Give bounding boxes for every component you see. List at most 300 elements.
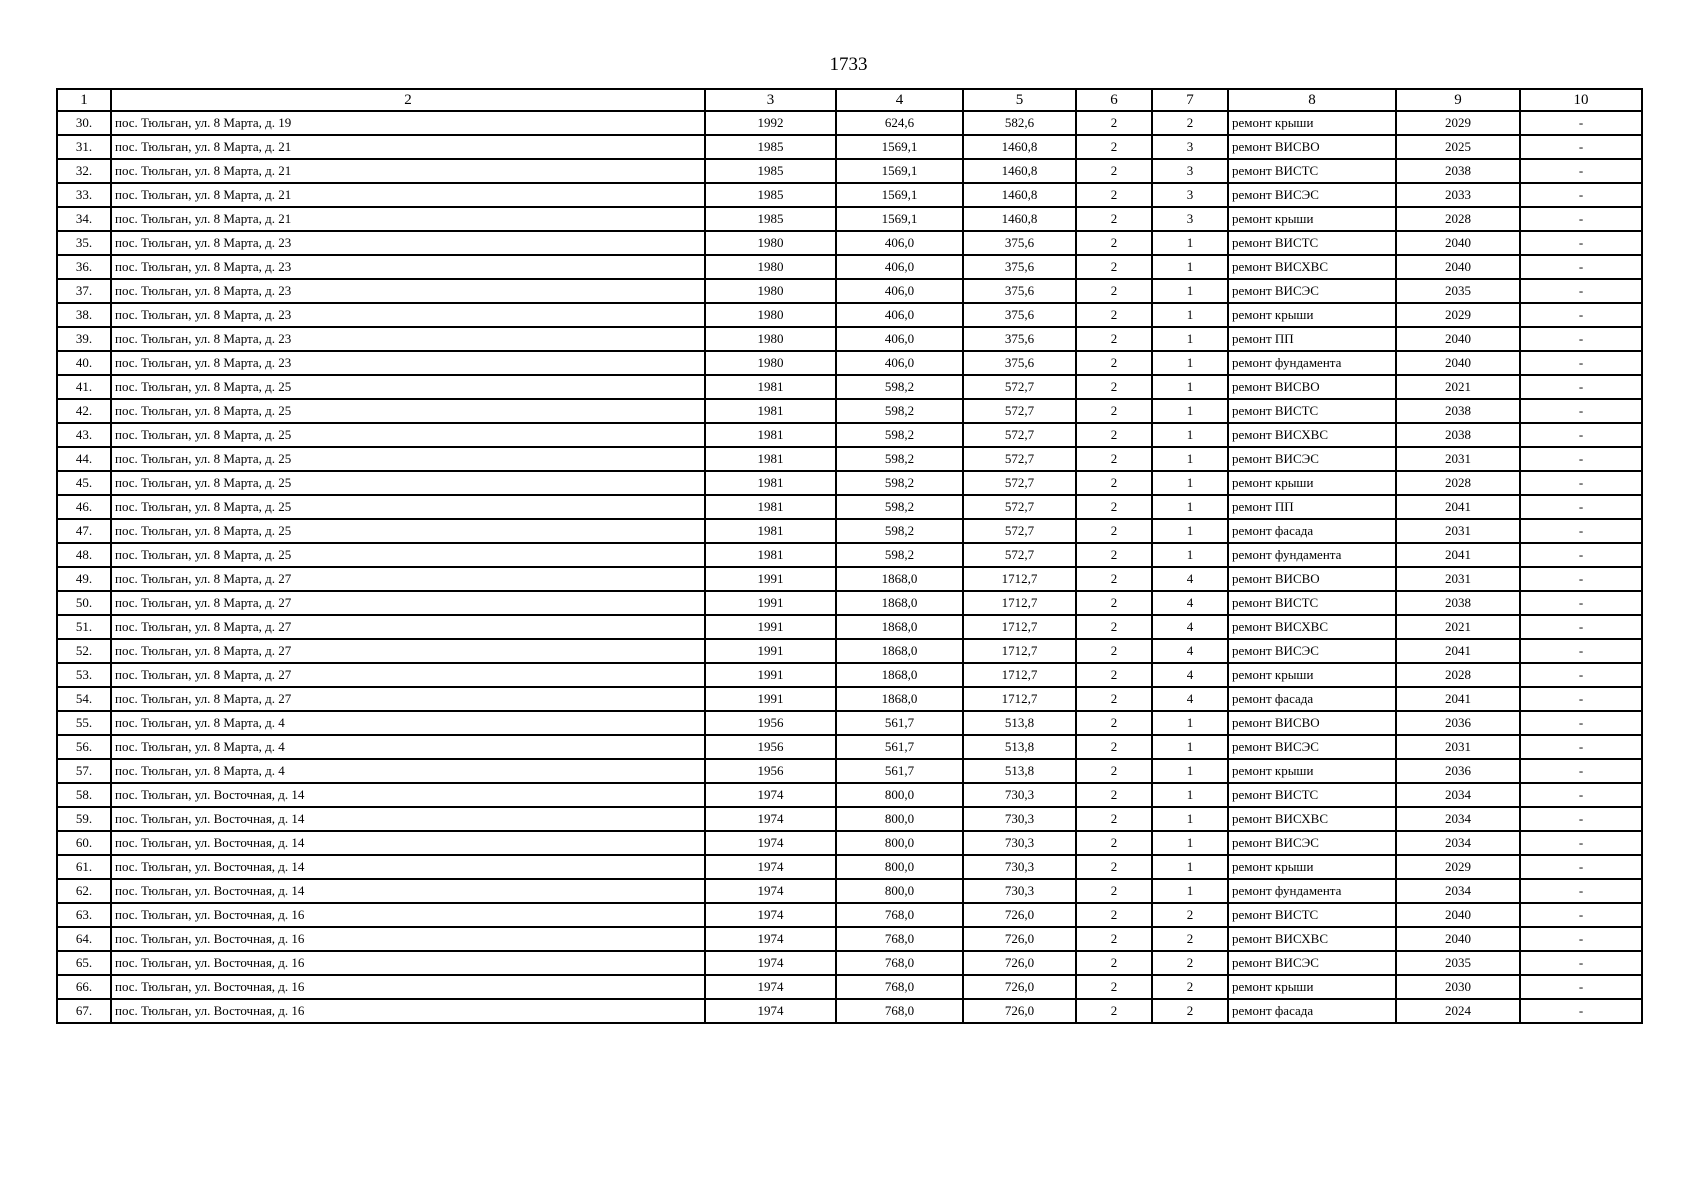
living-area: 1460,8 (963, 207, 1076, 231)
col-10-value: - (1520, 711, 1642, 735)
plan-year: 2041 (1396, 495, 1520, 519)
floors: 2 (1076, 543, 1152, 567)
row-number: 53. (57, 663, 111, 687)
row-number: 36. (57, 255, 111, 279)
column-header: 7 (1152, 89, 1228, 111)
col-10-value: - (1520, 159, 1642, 183)
build-year: 1974 (705, 831, 836, 855)
work-type: ремонт ВИСВО (1228, 567, 1396, 591)
total-area: 406,0 (836, 255, 963, 279)
row-number: 61. (57, 855, 111, 879)
work-type: ремонт ВИСХВС (1228, 423, 1396, 447)
total-area: 598,2 (836, 399, 963, 423)
work-type: ремонт ВИСЭС (1228, 735, 1396, 759)
address: пос. Тюльган, ул. 8 Марта, д. 25 (111, 471, 705, 495)
col-10-value: - (1520, 951, 1642, 975)
address: пос. Тюльган, ул. 8 Марта, д. 27 (111, 567, 705, 591)
floors: 2 (1076, 591, 1152, 615)
living-area: 375,6 (963, 303, 1076, 327)
floors: 2 (1076, 231, 1152, 255)
living-area: 726,0 (963, 951, 1076, 975)
floors: 2 (1076, 399, 1152, 423)
floors: 2 (1076, 783, 1152, 807)
table-row (57, 687, 1642, 711)
work-type: ремонт ВИСЭС (1228, 951, 1396, 975)
entrances: 1 (1152, 855, 1228, 879)
table-row (57, 975, 1642, 999)
entrances: 1 (1152, 423, 1228, 447)
row-number: 50. (57, 591, 111, 615)
floors: 2 (1076, 999, 1152, 1023)
col-10-value: - (1520, 783, 1642, 807)
col-10-value: - (1520, 567, 1642, 591)
living-area: 1712,7 (963, 591, 1076, 615)
table-row (57, 111, 1642, 135)
table-row (57, 231, 1642, 255)
build-year: 1981 (705, 375, 836, 399)
col-10-value: - (1520, 375, 1642, 399)
floors: 2 (1076, 255, 1152, 279)
plan-year: 2036 (1396, 711, 1520, 735)
plan-year: 2029 (1396, 303, 1520, 327)
table-row (57, 303, 1642, 327)
table-row (57, 639, 1642, 663)
address: пос. Тюльган, ул. 8 Марта, д. 25 (111, 519, 705, 543)
plan-year: 2030 (1396, 975, 1520, 999)
plan-year: 2034 (1396, 783, 1520, 807)
entrances: 1 (1152, 303, 1228, 327)
total-area: 1868,0 (836, 615, 963, 639)
living-area: 582,6 (963, 111, 1076, 135)
table-row (57, 567, 1642, 591)
row-number: 59. (57, 807, 111, 831)
row-number: 65. (57, 951, 111, 975)
table-row (57, 663, 1642, 687)
entrances: 1 (1152, 495, 1228, 519)
row-number: 55. (57, 711, 111, 735)
living-area: 572,7 (963, 543, 1076, 567)
total-area: 800,0 (836, 879, 963, 903)
total-area: 1868,0 (836, 663, 963, 687)
col-10-value: - (1520, 303, 1642, 327)
floors: 2 (1076, 807, 1152, 831)
living-area: 730,3 (963, 855, 1076, 879)
entrances: 4 (1152, 639, 1228, 663)
build-year: 1974 (705, 855, 836, 879)
address: пос. Тюльган, ул. 8 Марта, д. 27 (111, 591, 705, 615)
entrances: 2 (1152, 999, 1228, 1023)
work-type: ремонт ВИСХВС (1228, 807, 1396, 831)
table-row (57, 471, 1642, 495)
total-area: 1569,1 (836, 207, 963, 231)
work-type: ремонт ВИСХВС (1228, 255, 1396, 279)
table-row (57, 159, 1642, 183)
page-number: 1733 (829, 54, 868, 75)
table-row (57, 543, 1642, 567)
total-area: 1868,0 (836, 687, 963, 711)
col-10-value: - (1520, 231, 1642, 255)
living-area: 375,6 (963, 279, 1076, 303)
build-year: 1991 (705, 687, 836, 711)
col-10-value: - (1520, 495, 1642, 519)
build-year: 1985 (705, 159, 836, 183)
row-number: 39. (57, 327, 111, 351)
build-year: 1991 (705, 663, 836, 687)
total-area: 561,7 (836, 735, 963, 759)
entrances: 1 (1152, 399, 1228, 423)
living-area: 1712,7 (963, 639, 1076, 663)
row-number: 41. (57, 375, 111, 399)
col-10-value: - (1520, 207, 1642, 231)
col-10-value: - (1520, 519, 1642, 543)
plan-year: 2031 (1396, 519, 1520, 543)
col-10-value: - (1520, 327, 1642, 351)
living-area: 572,7 (963, 471, 1076, 495)
address: пос. Тюльган, ул. 8 Марта, д. 23 (111, 351, 705, 375)
floors: 2 (1076, 303, 1152, 327)
floors: 2 (1076, 615, 1152, 639)
table-row (57, 591, 1642, 615)
living-area: 726,0 (963, 903, 1076, 927)
address: пос. Тюльган, ул. Восточная, д. 16 (111, 975, 705, 999)
entrances: 4 (1152, 591, 1228, 615)
living-area: 730,3 (963, 831, 1076, 855)
address: пос. Тюльган, ул. 8 Марта, д. 4 (111, 711, 705, 735)
floors: 2 (1076, 711, 1152, 735)
floors: 2 (1076, 159, 1152, 183)
row-number: 43. (57, 423, 111, 447)
col-10-value: - (1520, 135, 1642, 159)
work-type: ремонт ВИСТС (1228, 783, 1396, 807)
entrances: 2 (1152, 951, 1228, 975)
entrances: 1 (1152, 447, 1228, 471)
work-type: ремонт фасада (1228, 519, 1396, 543)
address: пос. Тюльган, ул. 8 Марта, д. 25 (111, 447, 705, 471)
row-number: 64. (57, 927, 111, 951)
living-area: 1712,7 (963, 567, 1076, 591)
address: пос. Тюльган, ул. Восточная, д. 16 (111, 951, 705, 975)
address: пос. Тюльган, ул. Восточная, д. 14 (111, 807, 705, 831)
floors: 2 (1076, 375, 1152, 399)
floors: 2 (1076, 975, 1152, 999)
col-10-value: - (1520, 879, 1642, 903)
total-area: 800,0 (836, 807, 963, 831)
col-10-value: - (1520, 615, 1642, 639)
col-10-value: - (1520, 255, 1642, 279)
work-type: ремонт фундамента (1228, 543, 1396, 567)
floors: 2 (1076, 447, 1152, 471)
col-10-value: - (1520, 447, 1642, 471)
entrances: 1 (1152, 255, 1228, 279)
build-year: 1985 (705, 207, 836, 231)
table-row (57, 279, 1642, 303)
total-area: 598,2 (836, 375, 963, 399)
total-area: 598,2 (836, 423, 963, 447)
work-type: ремонт ВИСТС (1228, 591, 1396, 615)
living-area: 513,8 (963, 759, 1076, 783)
col-10-value: - (1520, 807, 1642, 831)
address: пос. Тюльган, ул. 8 Марта, д. 25 (111, 399, 705, 423)
plan-year: 2041 (1396, 543, 1520, 567)
entrances: 4 (1152, 567, 1228, 591)
row-number: 48. (57, 543, 111, 567)
work-type: ремонт крыши (1228, 855, 1396, 879)
work-type: ремонт фасада (1228, 687, 1396, 711)
build-year: 1991 (705, 567, 836, 591)
col-10-value: - (1520, 543, 1642, 567)
entrances: 1 (1152, 519, 1228, 543)
column-header: 3 (705, 89, 836, 111)
floors: 2 (1076, 735, 1152, 759)
table-row (57, 927, 1642, 951)
row-number: 52. (57, 639, 111, 663)
work-type: ремонт крыши (1228, 759, 1396, 783)
table-row (57, 495, 1642, 519)
work-type: ремонт крыши (1228, 975, 1396, 999)
build-year: 1981 (705, 399, 836, 423)
total-area: 768,0 (836, 951, 963, 975)
build-year: 1956 (705, 735, 836, 759)
address: пос. Тюльган, ул. 8 Марта, д. 25 (111, 543, 705, 567)
plan-year: 2031 (1396, 735, 1520, 759)
build-year: 1974 (705, 807, 836, 831)
total-area: 561,7 (836, 711, 963, 735)
entrances: 1 (1152, 471, 1228, 495)
register-table (56, 88, 1643, 1024)
table-row (57, 423, 1642, 447)
living-area: 513,8 (963, 711, 1076, 735)
plan-year: 2031 (1396, 567, 1520, 591)
floors: 2 (1076, 831, 1152, 855)
floors: 2 (1076, 639, 1152, 663)
address: пос. Тюльган, ул. Восточная, д. 14 (111, 879, 705, 903)
floors: 2 (1076, 423, 1152, 447)
row-number: 63. (57, 903, 111, 927)
floors: 2 (1076, 759, 1152, 783)
column-header: 2 (111, 89, 705, 111)
work-type: ремонт ВИСЭС (1228, 447, 1396, 471)
plan-year: 2021 (1396, 375, 1520, 399)
address: пос. Тюльган, ул. 8 Марта, д. 21 (111, 183, 705, 207)
plan-year: 2040 (1396, 903, 1520, 927)
entrances: 1 (1152, 279, 1228, 303)
living-area: 572,7 (963, 519, 1076, 543)
build-year: 1974 (705, 783, 836, 807)
living-area: 1712,7 (963, 615, 1076, 639)
entrances: 1 (1152, 735, 1228, 759)
plan-year: 2041 (1396, 687, 1520, 711)
total-area: 800,0 (836, 783, 963, 807)
entrances: 4 (1152, 687, 1228, 711)
address: пос. Тюльган, ул. 8 Марта, д. 25 (111, 495, 705, 519)
address: пос. Тюльган, ул. Восточная, д. 14 (111, 855, 705, 879)
column-header: 5 (963, 89, 1076, 111)
living-area: 726,0 (963, 927, 1076, 951)
table-row (57, 183, 1642, 207)
build-year: 1991 (705, 639, 836, 663)
total-area: 598,2 (836, 495, 963, 519)
address: пос. Тюльган, ул. 8 Марта, д. 25 (111, 423, 705, 447)
row-number: 38. (57, 303, 111, 327)
row-number: 45. (57, 471, 111, 495)
entrances: 1 (1152, 783, 1228, 807)
work-type: ремонт ПП (1228, 327, 1396, 351)
build-year: 1980 (705, 231, 836, 255)
total-area: 406,0 (836, 279, 963, 303)
col-10-value: - (1520, 471, 1642, 495)
plan-year: 2034 (1396, 831, 1520, 855)
plan-year: 2035 (1396, 279, 1520, 303)
work-type: ремонт крыши (1228, 111, 1396, 135)
entrances: 3 (1152, 135, 1228, 159)
plan-year: 2040 (1396, 231, 1520, 255)
row-number: 47. (57, 519, 111, 543)
entrances: 4 (1152, 663, 1228, 687)
build-year: 1980 (705, 327, 836, 351)
address: пос. Тюльган, ул. 8 Марта, д. 4 (111, 759, 705, 783)
table-row (57, 831, 1642, 855)
row-number: 51. (57, 615, 111, 639)
col-10-value: - (1520, 687, 1642, 711)
work-type: ремонт крыши (1228, 663, 1396, 687)
col-10-value: - (1520, 399, 1642, 423)
total-area: 561,7 (836, 759, 963, 783)
entrances: 1 (1152, 879, 1228, 903)
row-number: 32. (57, 159, 111, 183)
address: пос. Тюльган, ул. 8 Марта, д. 21 (111, 159, 705, 183)
address: пос. Тюльган, ул. 8 Марта, д. 23 (111, 279, 705, 303)
col-10-value: - (1520, 423, 1642, 447)
col-10-value: - (1520, 999, 1642, 1023)
living-area: 730,3 (963, 879, 1076, 903)
column-header: 6 (1076, 89, 1152, 111)
total-area: 598,2 (836, 471, 963, 495)
total-area: 598,2 (836, 447, 963, 471)
plan-year: 2028 (1396, 471, 1520, 495)
living-area: 1712,7 (963, 687, 1076, 711)
col-10-value: - (1520, 831, 1642, 855)
living-area: 730,3 (963, 783, 1076, 807)
floors: 2 (1076, 279, 1152, 303)
build-year: 1981 (705, 495, 836, 519)
table-row (57, 447, 1642, 471)
floors: 2 (1076, 495, 1152, 519)
living-area: 375,6 (963, 351, 1076, 375)
build-year: 1974 (705, 903, 836, 927)
row-number: 67. (57, 999, 111, 1023)
row-number: 57. (57, 759, 111, 783)
col-10-value: - (1520, 855, 1642, 879)
plan-year: 2024 (1396, 999, 1520, 1023)
total-area: 406,0 (836, 327, 963, 351)
address: пос. Тюльган, ул. Восточная, д. 14 (111, 783, 705, 807)
address: пос. Тюльган, ул. 8 Марта, д. 19 (111, 111, 705, 135)
build-year: 1992 (705, 111, 836, 135)
table-row (57, 399, 1642, 423)
entrances: 3 (1152, 183, 1228, 207)
table-row (57, 783, 1642, 807)
total-area: 406,0 (836, 351, 963, 375)
build-year: 1974 (705, 927, 836, 951)
living-area: 513,8 (963, 735, 1076, 759)
total-area: 624,6 (836, 111, 963, 135)
work-type: ремонт ВИСВО (1228, 375, 1396, 399)
row-number: 37. (57, 279, 111, 303)
build-year: 1956 (705, 759, 836, 783)
entrances: 2 (1152, 903, 1228, 927)
plan-year: 2035 (1396, 951, 1520, 975)
row-number: 58. (57, 783, 111, 807)
col-10-value: - (1520, 351, 1642, 375)
living-area: 572,7 (963, 447, 1076, 471)
build-year: 1974 (705, 975, 836, 999)
floors: 2 (1076, 207, 1152, 231)
total-area: 1868,0 (836, 639, 963, 663)
plan-year: 2040 (1396, 351, 1520, 375)
table-row (57, 855, 1642, 879)
table-row (57, 135, 1642, 159)
table-row (57, 999, 1642, 1023)
floors: 2 (1076, 183, 1152, 207)
living-area: 375,6 (963, 327, 1076, 351)
living-area: 726,0 (963, 975, 1076, 999)
total-area: 406,0 (836, 231, 963, 255)
plan-year: 2038 (1396, 399, 1520, 423)
table-row (57, 255, 1642, 279)
col-10-value: - (1520, 591, 1642, 615)
floors: 2 (1076, 879, 1152, 903)
row-number: 44. (57, 447, 111, 471)
work-type: ремонт фундамента (1228, 879, 1396, 903)
total-area: 800,0 (836, 855, 963, 879)
table-row (57, 951, 1642, 975)
build-year: 1980 (705, 351, 836, 375)
plan-year: 2029 (1396, 855, 1520, 879)
living-area: 1460,8 (963, 135, 1076, 159)
column-header: 10 (1520, 89, 1642, 111)
total-area: 768,0 (836, 903, 963, 927)
build-year: 1981 (705, 447, 836, 471)
plan-year: 2031 (1396, 447, 1520, 471)
col-10-value: - (1520, 663, 1642, 687)
living-area: 375,6 (963, 231, 1076, 255)
build-year: 1974 (705, 879, 836, 903)
living-area: 572,7 (963, 495, 1076, 519)
column-header: 8 (1228, 89, 1396, 111)
col-10-value: - (1520, 927, 1642, 951)
entrances: 2 (1152, 975, 1228, 999)
table-row (57, 351, 1642, 375)
table-row (57, 807, 1642, 831)
address: пос. Тюльган, ул. 8 Марта, д. 23 (111, 327, 705, 351)
entrances: 4 (1152, 615, 1228, 639)
address: пос. Тюльган, ул. Восточная, д. 14 (111, 831, 705, 855)
living-area: 1712,7 (963, 663, 1076, 687)
build-year: 1974 (705, 951, 836, 975)
floors: 2 (1076, 519, 1152, 543)
work-type: ремонт крыши (1228, 303, 1396, 327)
total-area: 768,0 (836, 999, 963, 1023)
total-area: 598,2 (836, 543, 963, 567)
table-row (57, 519, 1642, 543)
total-area: 1569,1 (836, 159, 963, 183)
total-area: 768,0 (836, 975, 963, 999)
total-area: 406,0 (836, 303, 963, 327)
table-row (57, 375, 1642, 399)
plan-year: 2040 (1396, 927, 1520, 951)
col-10-value: - (1520, 735, 1642, 759)
table-row (57, 615, 1642, 639)
